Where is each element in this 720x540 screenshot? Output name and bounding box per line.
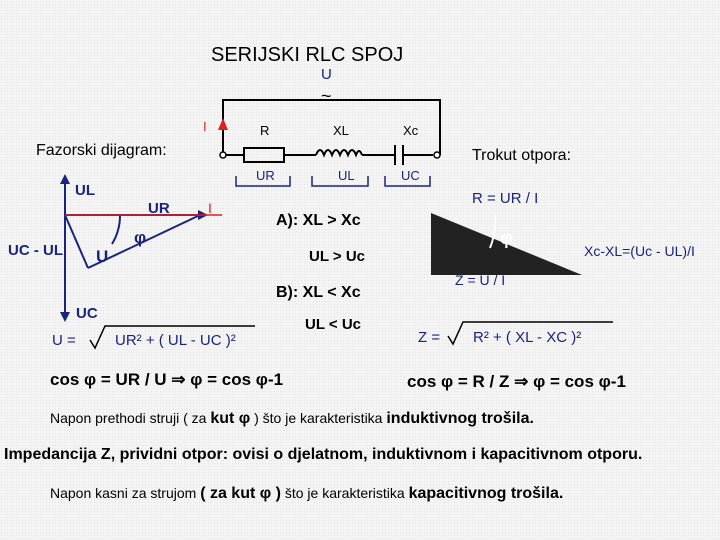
inductive-kut: kut φ [210, 410, 251, 427]
capacitive-kut: ( za kut φ ) [200, 485, 281, 502]
inductive-statement [50, 410, 534, 428]
inductive-rest: ) što je karakteristika [254, 410, 383, 426]
z-formula-body: R² + ( XL - XC )² [473, 329, 582, 346]
phasor-u-label: U [96, 247, 109, 266]
phasor-ucul-label: UC - UL [8, 242, 63, 259]
phasor-diagram-heading: Fazorski dijagram: [36, 142, 167, 159]
triangle-phi-label: φ [500, 228, 513, 248]
u-formula-lhs: U = [52, 332, 76, 349]
capacitive-bold: kapacitivnog trošila. [408, 485, 564, 502]
inductive-text: Napon prethodi struji ( za [50, 410, 207, 426]
z-formula-lhs: Z = [418, 329, 441, 346]
phasor-phi-label: φ [134, 228, 147, 247]
case-a-condition: UL > Uc [309, 248, 365, 265]
capacitive-text: Napon kasni za strujom [50, 485, 197, 501]
u-formula-body: UR² + ( UL - UC )² [115, 332, 236, 349]
phasor-uc-label: UC [76, 305, 98, 322]
phasor-ur-label: UR [148, 200, 170, 217]
ac-source-icon: ~ [321, 86, 332, 106]
xl-label: XL [333, 123, 349, 138]
impedance-statement: Impedancija Z, prividni otpor: ovisi o djelatnom, induktivnom i kapacitivnom otporu. [4, 446, 643, 463]
r-formula: R = UR / I [472, 190, 539, 207]
phasor-i-label: I [208, 200, 212, 216]
z-formula: Z = U / I [455, 272, 506, 288]
ur-label: UR [256, 168, 275, 183]
case-b-condition: UL < Uc [305, 316, 361, 333]
r-label: R [260, 123, 270, 138]
case-a-title: A): XL > Xc [276, 212, 361, 229]
capacitive-rest: što je karakteristika [284, 485, 405, 501]
cos-formula-left: cos φ = UR / U ⇒ φ = cos φ-1 [50, 370, 284, 389]
source-u-label: U [321, 66, 332, 83]
uc-label: UC [401, 168, 420, 183]
current-i-label: I [203, 119, 207, 134]
x-formula: Xc-XL=(Uc - UL)/I [584, 243, 695, 259]
cos-formula-right: cos φ = R / Z ⇒ φ = cos φ-1 [407, 372, 626, 391]
phasor-ul-label: UL [75, 182, 95, 199]
ul-label: UL [338, 168, 355, 183]
case-b-title: B): XL < Xc [276, 284, 361, 301]
impedance-triangle-heading: Trokut otpora: [472, 147, 572, 164]
xc-label: Xc [403, 123, 419, 138]
page-title: SERIJSKI RLC SPOJ [211, 44, 404, 66]
inductive-bold: induktivnog trošila. [386, 410, 534, 427]
capacitive-statement [50, 485, 563, 503]
